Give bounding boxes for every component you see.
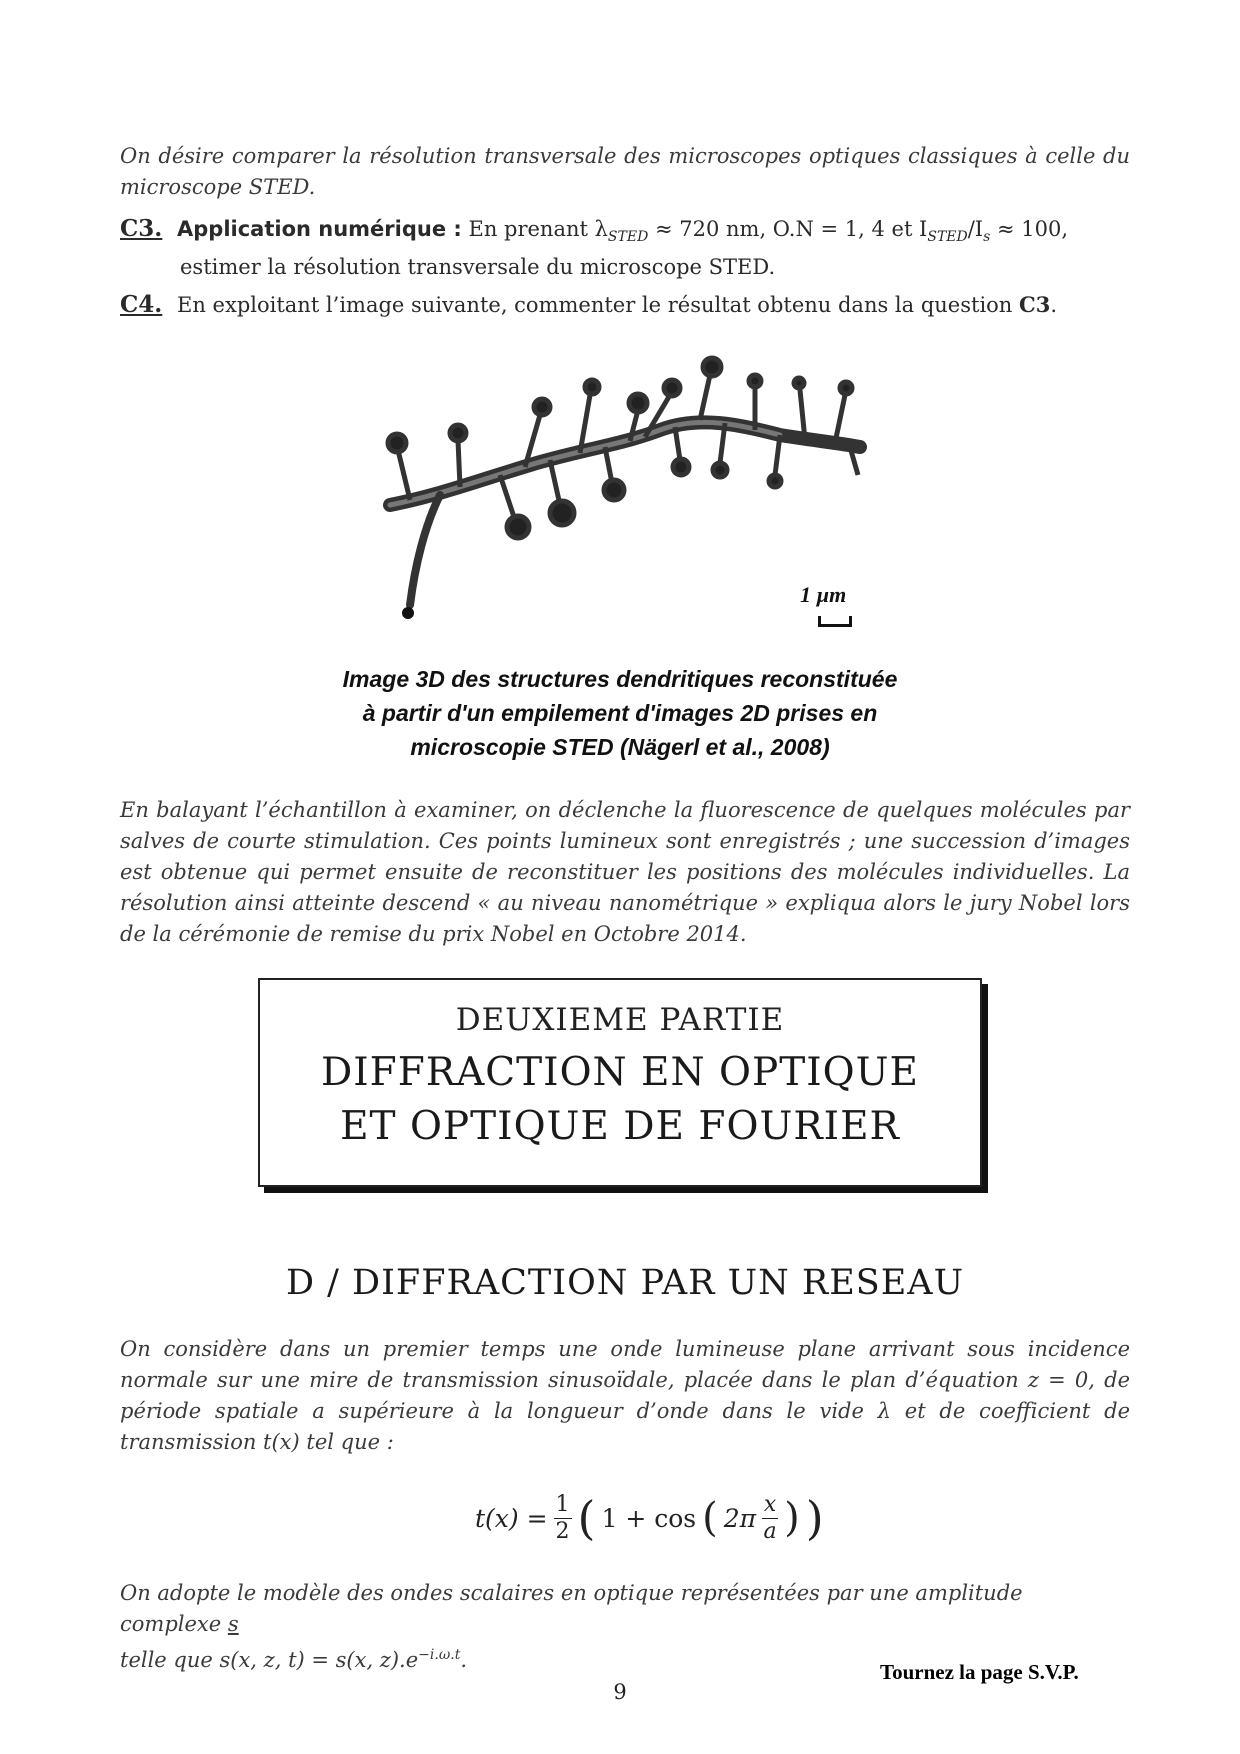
paragraph4-s: s bbox=[227, 1612, 239, 1636]
question-c3-text-a: En prenant λ bbox=[468, 217, 608, 241]
equation-fraction-half bbox=[554, 1492, 572, 1545]
equation-frac-den: 2 bbox=[555, 1518, 570, 1544]
equation-x-den: a bbox=[763, 1518, 777, 1544]
page-number: 9 bbox=[613, 1680, 627, 1704]
question-c3-sub-sted: STED bbox=[607, 229, 649, 246]
grating-paragraph: On considère dans un premier temps une onde lumineuse plane arrivant sous incidence normale sur une mire de transmission sinusoïdale, placée dans le plan d’équation z = 0, de période spatiale a supérieure à la longueur d’onde dans le vide λ et de coefficient de transmission t(x) tel que : bbox=[120, 1337, 1130, 1454]
question-c3-line2: estimer la résolution transversale du microscope STED. bbox=[180, 255, 776, 280]
equation-paren-open: ( bbox=[577, 1491, 596, 1545]
part-title-small: DEUXIEME PARTIE bbox=[455, 1002, 785, 1038]
equation-paren-close: ) bbox=[805, 1491, 824, 1545]
paragraph4-end: . bbox=[460, 1648, 468, 1672]
equation-inner: 2π bbox=[723, 1503, 757, 1533]
question-c4 bbox=[120, 290, 1130, 320]
equation-x-num: x bbox=[763, 1491, 777, 1517]
equation-paren-open-inner: ( bbox=[702, 1495, 718, 1541]
question-c3-text-c: /I bbox=[967, 217, 984, 241]
question-c3-sub-s: s bbox=[983, 229, 991, 246]
equation-frac-num: 1 bbox=[555, 1491, 570, 1517]
part-title-line1: DIFFRACTION EN OPTIQUE bbox=[320, 1050, 919, 1095]
paragraph4-eq: s(x, z, t) = s(x, z).e bbox=[219, 1648, 419, 1672]
figure-caption-line1: Image 3D des structures dendritiques reconstituée bbox=[342, 666, 898, 692]
paragraph4-exp: −i.ω.t bbox=[418, 1647, 461, 1663]
paragraph4-a: On adopte le modèle des ondes scalaires en optique représentées par une amplitude complexe bbox=[120, 1581, 1023, 1636]
question-c3-text-d: ≈ 100, bbox=[990, 217, 1069, 241]
equation-paren-close-inner: ) bbox=[784, 1495, 800, 1541]
question-c4-text: En exploitant l’image suivante, commenter le résultat obtenu dans la question bbox=[177, 293, 1020, 317]
section-title: D / DIFFRACTION PAR UN RESEAU bbox=[285, 1263, 965, 1303]
question-c4-ref: C3 bbox=[1019, 292, 1051, 317]
figure-caption-line3: microscopie STED (Nägerl et al., 2008) bbox=[410, 734, 830, 760]
equation-lhs: t(x) = bbox=[475, 1503, 548, 1533]
intro-paragraph: On désire comparer la résolution transversale des microscopes optiques classiques à celle du microscope STED. bbox=[120, 144, 1130, 199]
part-title-line2: ET OPTIQUE DE FOURIER bbox=[340, 1104, 900, 1149]
scale-bar bbox=[818, 616, 852, 627]
scale-label: 1 µm bbox=[800, 582, 847, 607]
turn-page-note: Tournez la page S.V.P. bbox=[880, 1660, 1079, 1684]
equation-body: 1 + cos bbox=[601, 1503, 697, 1533]
question-c4-end: . bbox=[1050, 293, 1058, 317]
figure-caption bbox=[270, 662, 970, 764]
question-c3-text-b: ≈ 720 nm, O.N = 1, 4 et I bbox=[648, 217, 928, 241]
question-c3-label: C3. bbox=[120, 215, 163, 242]
question-c3 bbox=[120, 214, 1130, 282]
question-c4-label: C4. bbox=[120, 291, 163, 318]
nobel-paragraph: En balayant l’échantillon à examiner, on déclenche la fluorescence de quelques molécules par salves de courte stimulation. Ces points lumineux sont enregistrés ; une succession d’images est obtenue qui permet ensuite de reconstituer les positions des molécules individuelles. La résolution ainsi atteinte descend « au niveau nanométrique » expliqua alors le jury Nobel lors de la cérémonie de remise du prix Nobel en Octobre 2014. bbox=[120, 798, 1130, 946]
question-c3-title: Application numérique : bbox=[177, 217, 462, 241]
question-c3-sub-sted2: STED bbox=[927, 229, 968, 246]
paragraph4-b: telle que bbox=[120, 1648, 220, 1672]
part-title-box bbox=[258, 978, 982, 1187]
transmission-equation bbox=[475, 1478, 824, 1558]
equation-fraction-xa bbox=[762, 1492, 778, 1545]
figure-caption-line2: à partir d'un empilement d'images 2D prises en bbox=[362, 700, 878, 726]
